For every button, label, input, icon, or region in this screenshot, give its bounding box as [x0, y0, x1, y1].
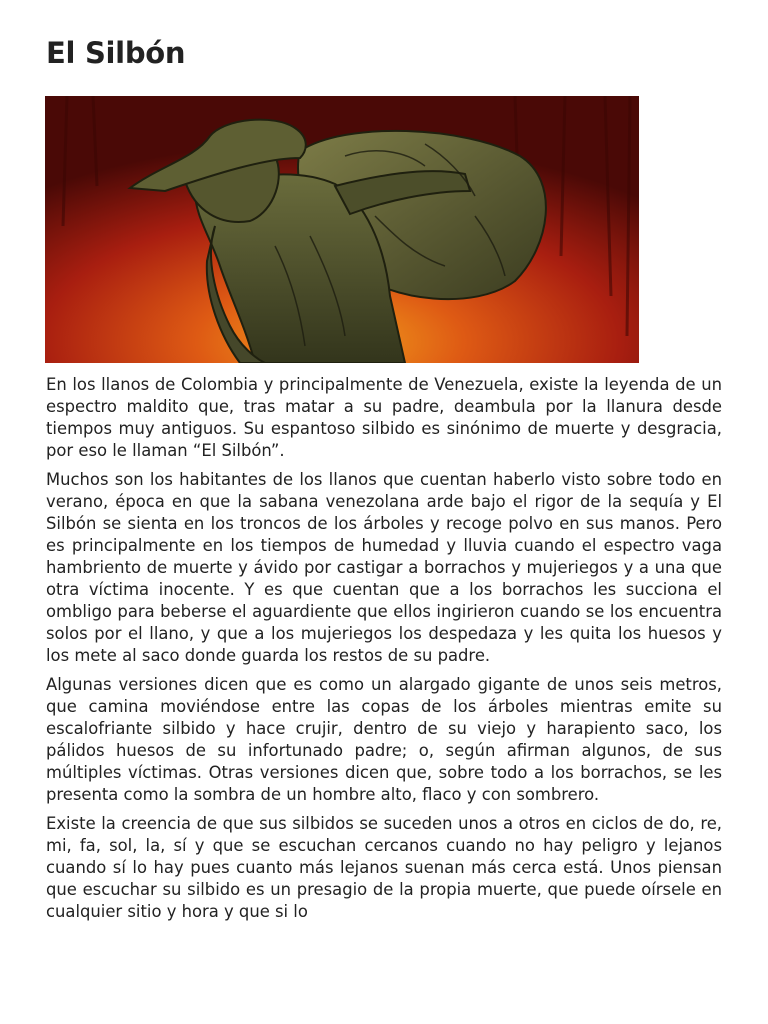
silbon-illustration — [45, 96, 639, 363]
paragraph: Muchos son los habitantes de los llanos que cuentan haberlo visto sobre todo en verano, época en que la sabana venezolana arde bajo el rigor de la sequía y El Silbón se sienta en los troncos de los árboles y recoge polvo en sus manos. Pero es principalmente en los tiempos de humedad y lluvia cuando el espectro vaga hambriento de muerte y ávido por castigar a borrachos y mujeriegos y a una que otra víctima inocente. Y es que cuentan que a los borrachos les succiona el ombligo para beberse el aguardiente que ellos ingirieron cuando se los encuentra solos por el llano, y que a los mujeriegos los despedaza y les quita los huesos y los mete al saco donde guarda los restos de su padre. — [46, 470, 722, 665]
article-body — [46, 374, 722, 930]
paragraph: En los llanos de Colombia y principalmente de Venezuela, existe la leyenda de un espectro maldito que, tras matar a su padre, deambula por la llanura desde tiempos muy antiguos. Su espantoso silbido es sinónimo de muerte y desgracia, por eso le llaman “El Silbón”. — [46, 375, 722, 460]
paragraph: Existe la creencia de que sus silbidos se suceden unos a otros en ciclos de do, re, mi, fa, sol, la, sí y que se escuchan cercanos cuando no hay peligro y lejanos cuando sí lo hay pues cuanto más lejanos suenan más cerca está. Unos piensan que escuchar su silbido es un presagio de la propia muerte, que puede oírsele en cualquier sitio y hora y que si lo — [46, 814, 722, 921]
article-title: El Silbón — [46, 36, 186, 70]
paragraph: Algunas versiones dicen que es como un alargado gigante de unos seis metros, que camina moviéndose entre las copas de los árboles mientras emite su escalofriante silbido y hace crujir, dentro de su viejo y harapiento saco, los pálidos huesos de su infortunado padre; o, según afirman algunos, de sus múltiples víctimas. Otras versiones dicen que, sobre todo a los borrachos, se les presenta como la sombra de un hombre alto, flaco y con sombrero. — [46, 675, 722, 804]
